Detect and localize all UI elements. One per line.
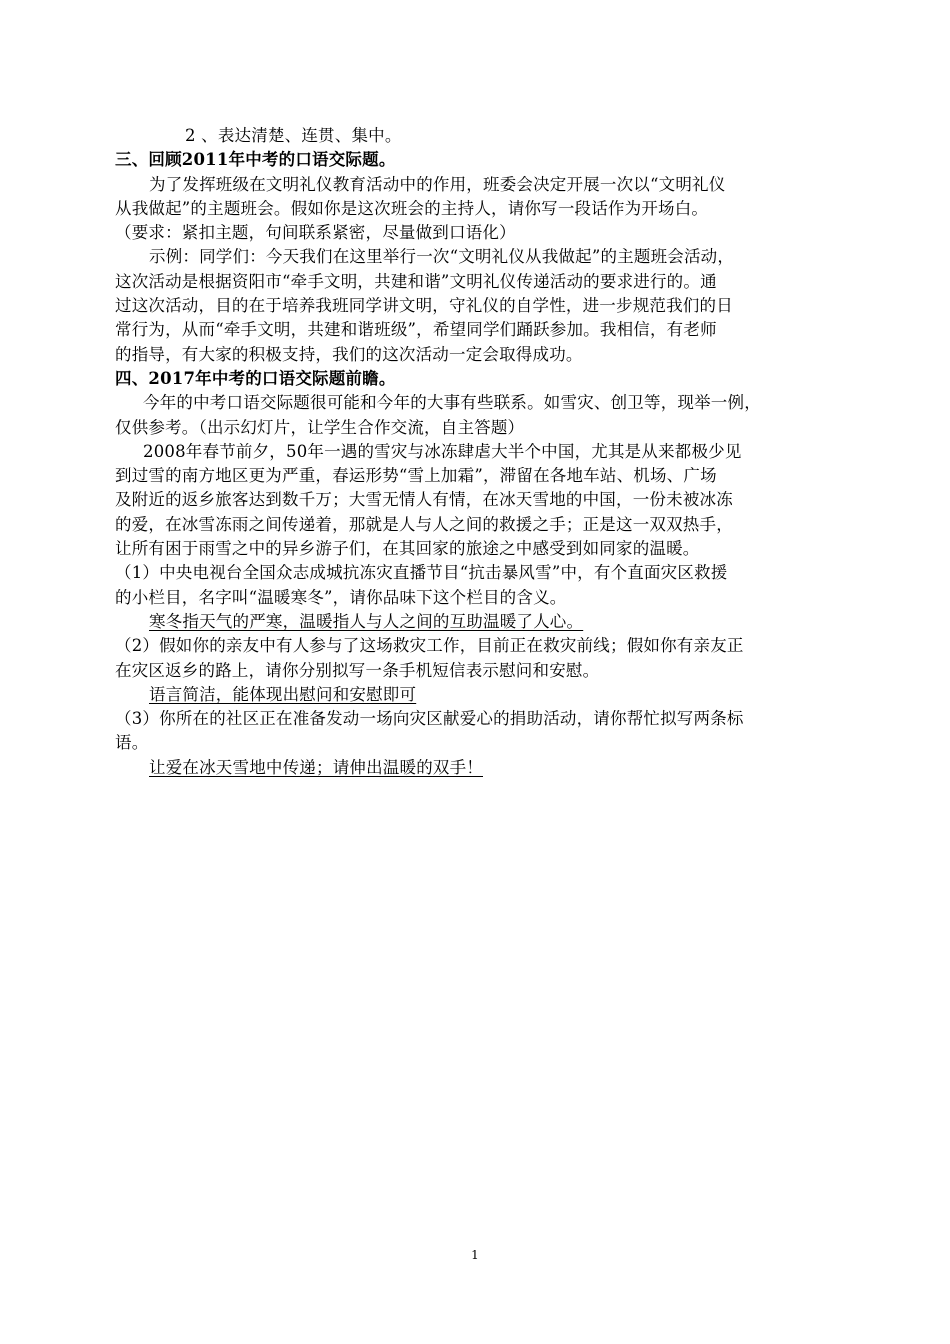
document-body bbox=[115, 124, 845, 780]
section-heading-3: 三、回顾2011年中考的口语交际题。 bbox=[115, 150, 396, 170]
question-1-line: 的小栏目，名字叫“温暖寒冬”，请你品味下这个栏目的含义。 bbox=[115, 587, 567, 607]
passage-line: 到过雪的南方地区更为严重，春运形势“雪上加霜”，滞留在各地车站、机场、广场 bbox=[115, 466, 717, 486]
page-number: 1 bbox=[471, 1248, 479, 1262]
answer-1-text: 寒冬指天气的严寒，温暖指人与人之间的互助温暖了人心。 bbox=[149, 611, 584, 631]
list-item-2: 2 、表达清楚、连贯、集中。 bbox=[185, 126, 402, 145]
question-3-line: 语。 bbox=[115, 733, 149, 753]
question-2-line: 在灾区返乡的路上，请你分别拟写一条手机短信表示慰问和安慰。 bbox=[115, 660, 600, 680]
answer-1 bbox=[115, 610, 845, 634]
passage-line: 让所有困于雨雪之中的异乡游子们，在其回家的旅途之中感受到如同家的温暖。 bbox=[115, 539, 700, 559]
answer-3 bbox=[115, 756, 845, 780]
passage-line: 2008年春节前夕，50年一遇的雪灾与冰冻肆虐大半个中国，尤其是从来都极少见 bbox=[143, 441, 742, 461]
paragraph-line: 为了发挥班级在文明礼仪教育活动中的作用，班委会决定开展一次以“文明礼仪 bbox=[149, 174, 726, 194]
paragraph-line: 仅供参考。（出示幻灯片，让学生合作交流，自主答题） bbox=[115, 417, 525, 437]
question-3-line: （3）你所在的社区正在准备发动一场向灾区献爱心的捐助活动，请你帮忙拟写两条标 bbox=[115, 709, 744, 729]
section-heading-4: 四、2017年中考的口语交际题前瞻。 bbox=[115, 368, 396, 388]
answer-2-text: 语言简洁，能体现出慰问和安慰即可 bbox=[149, 684, 417, 704]
example-line: 这次活动是根据资阳市“牵手文明，共建和谐”文明礼仪传递活动的要求进行的。通 bbox=[115, 271, 717, 291]
paragraph-line: （要求：紧扣主题，句间联系紧密，尽量做到口语化） bbox=[115, 223, 516, 243]
question-1-line: （1）中央电视台全国众志成城抗冻灾直播节目“抗击暴风雪”中，有个直面灾区救援 bbox=[115, 563, 728, 583]
answer-2 bbox=[115, 683, 845, 707]
question-2-line: （2）假如你的亲友中有人参与了这场救灾工作，目前正在救灾前线；假如你有亲友正 bbox=[115, 636, 744, 656]
paragraph-line: 从我做起”的主题班会。假如你是这次班会的主持人，请你写一段话作为开场白。 bbox=[115, 198, 709, 218]
passage-line: 的爱，在冰雪冻雨之间传递着，那就是人与人之间的救援之手；正是这一双双热手， bbox=[115, 514, 733, 534]
passage-line: 及附近的返乡旅客达到数千万；大雪无情人有情，在冰天雪地的中国，一份未被冰冻 bbox=[115, 490, 733, 510]
example-line: 的指导，有大家的积极支持，我们的这次活动一定会取得成功。 bbox=[115, 344, 583, 364]
example-line: 过这次活动，目的在于培养我班同学讲文明，守礼仪的自学性，进一步规范我们的日 bbox=[115, 296, 733, 316]
example-line: 常行为，从而“牵手文明，共建和谐班级”，希望同学们踊跃参加。我相信，有老师 bbox=[115, 320, 717, 340]
answer-3-text: 让爱在冰天雪地中传递；请伸出温暖的双手！ bbox=[149, 757, 483, 777]
example-line: 示例：同学们：今天我们在这里举行一次“文明礼仪从我做起”的主题班会活动， bbox=[149, 247, 735, 267]
paragraph-line: 今年的中考口语交际题很可能和今年的大事有些联系。如雪灾、创卫等，现举一例， bbox=[143, 393, 761, 413]
